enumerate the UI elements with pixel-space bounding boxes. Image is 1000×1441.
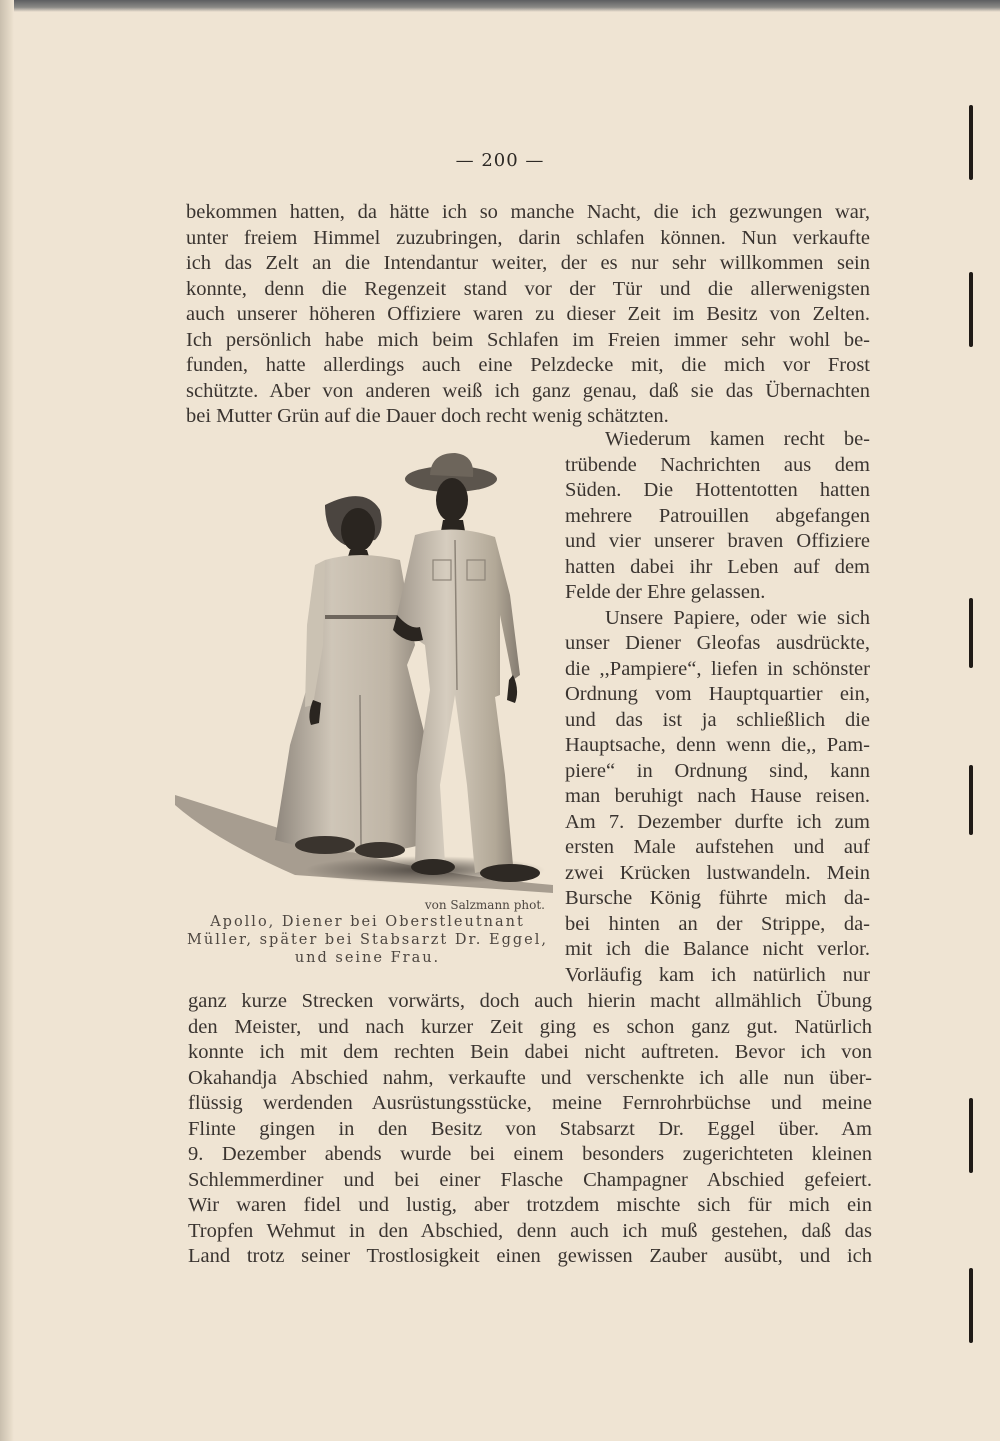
binding-stitch — [969, 272, 973, 347]
text-line: unter freiem Himmel zuzubringen, darin schlafen können. Nun verkaufte — [186, 226, 870, 249]
caption-line: und seine Frau. — [294, 950, 441, 966]
text-line: Bursche König führte mich da- — [565, 887, 870, 909]
text-line: Unsere Papiere, oder wie sich — [605, 606, 870, 629]
text-line: ersten Male aufstehen und auf — [565, 836, 870, 858]
text-line: konnte ich mit dem rechten Bein dabei nicht auftreten. Bevor ich von — [188, 1041, 872, 1063]
text-line: mehrere Patrouillen abgefangen — [565, 504, 870, 527]
binding-stitch — [969, 1098, 973, 1173]
text-line: mit ich die Balance nicht verlor. — [565, 938, 870, 960]
text-line: Vorläufig kam ich natürlich nur — [565, 963, 870, 986]
photo-caption — [185, 913, 550, 967]
binding-stitch — [969, 765, 973, 835]
text-line: die ,,Pampiere“, liefen in schönster — [565, 657, 870, 680]
text-line: Süden. Die Hottentotten hatten — [565, 479, 870, 501]
paragraph-side — [565, 427, 870, 988]
text-line: bei Mutter Grün auf die Dauer doch recht wenig schätzten. — [186, 405, 669, 427]
text-line: Wiederum kamen recht be- — [605, 428, 870, 450]
text-line: piere“ in Ordnung sind, kann — [565, 759, 870, 782]
text-line: Okahandja Abschied nahm, verkaufte und verschenkte ich alle nun über- — [188, 1066, 872, 1089]
text-line: 9. Dezember abends wurde bei einem besonders zugerichteten kleinen — [188, 1143, 872, 1165]
text-line: flüssig werdenden Ausrüstungsstücke, meine Fernrohrbüchse und meine — [188, 1092, 872, 1114]
text-line: funden, hatte allerdings auch eine Pelzdecke mit, die mich vor Frost — [186, 354, 870, 376]
text-line: ganz kurze Strecken vorwärts, doch auch hierin macht allmählich Übung — [188, 990, 872, 1012]
binding-stitch — [969, 1268, 973, 1343]
binding-stitch — [969, 598, 973, 668]
top-edge — [0, 0, 1000, 12]
text-line: hatten dabei ihr Leben auf dem — [565, 555, 870, 578]
text-line: schützte. Aber von anderen weiß ich ganz genau, daß sie das Übernachten — [186, 379, 870, 402]
text-line: Am 7. Dezember durfte ich zum — [565, 810, 870, 833]
photograph — [175, 445, 553, 893]
text-line: bei hinten an der Strippe, da- — [565, 912, 870, 935]
caption-line: Apollo, Diener bei Oberstleutnant — [210, 914, 525, 930]
text-line: und vier unserer braven Offiziere — [565, 530, 870, 552]
text-line: Flinte gingen in den Besitz von Stabsarzt Dr. Eggel über. Am — [188, 1117, 872, 1140]
paragraph-top — [186, 200, 870, 430]
text-line: Felde der Ehre gelassen. — [565, 581, 766, 603]
text-line: Wir waren fidel und lustig, aber trotzdem mischte sich für mich ein — [188, 1194, 872, 1216]
text-line: bekommen hatten, da hätte ich so manche Nacht, die ich gezwungen war, — [186, 201, 870, 223]
text-line: konnte, denn die Regenzeit stand vor der Tür und die allerwenigsten — [186, 277, 870, 300]
text-line: den Meister, und nach kurzer Zeit ging es schon ganz gut. Natürlich — [188, 1015, 872, 1038]
text-line: Land trotz seiner Trostlosigkeit einen gewissen Zauber ausübt, und ich — [188, 1245, 872, 1267]
text-line: unser Diener Gleofas ausdrückte, — [565, 632, 870, 654]
text-line: Hauptsache, denn wenn die,, Pam- — [565, 734, 870, 756]
text-line: man beruhigt nach Hause reisen. — [565, 785, 870, 807]
text-line: zwei Krücken lustwandeln. Mein — [565, 861, 870, 884]
caption-line: Müller, später bei Stabsarzt Dr. Eggel, — [187, 932, 548, 948]
paragraph-bottom — [188, 989, 872, 1270]
text-line: Ordnung vom Hauptquartier ein, — [565, 683, 870, 705]
photo-credit: von Salzmann phot. — [424, 898, 545, 912]
text-line: Tropfen Wehmut in den Abschied, denn auch ich muß gestehen, daß das — [188, 1219, 872, 1242]
text-line: Ich persönlich habe mich beim Schlafen im Freien immer sehr wohl be- — [186, 328, 870, 351]
text-line: trübende Nachrichten aus dem — [565, 453, 870, 476]
page-gutter — [0, 0, 14, 1441]
text-line: Schlemmerdiner und bei einer Flasche Champagner Abschied gefeiert. — [188, 1168, 872, 1191]
text-line: auch unserer höheren Offiziere waren zu dieser Zeit im Besitz von Zelten. — [186, 303, 870, 325]
text-line: ich das Zelt an die Intendantur weiter, der es nur sehr willkommen sein — [186, 252, 870, 274]
page-number: — 200 — — [455, 150, 545, 171]
text-line: und das ist ja schließlich die — [565, 708, 870, 731]
